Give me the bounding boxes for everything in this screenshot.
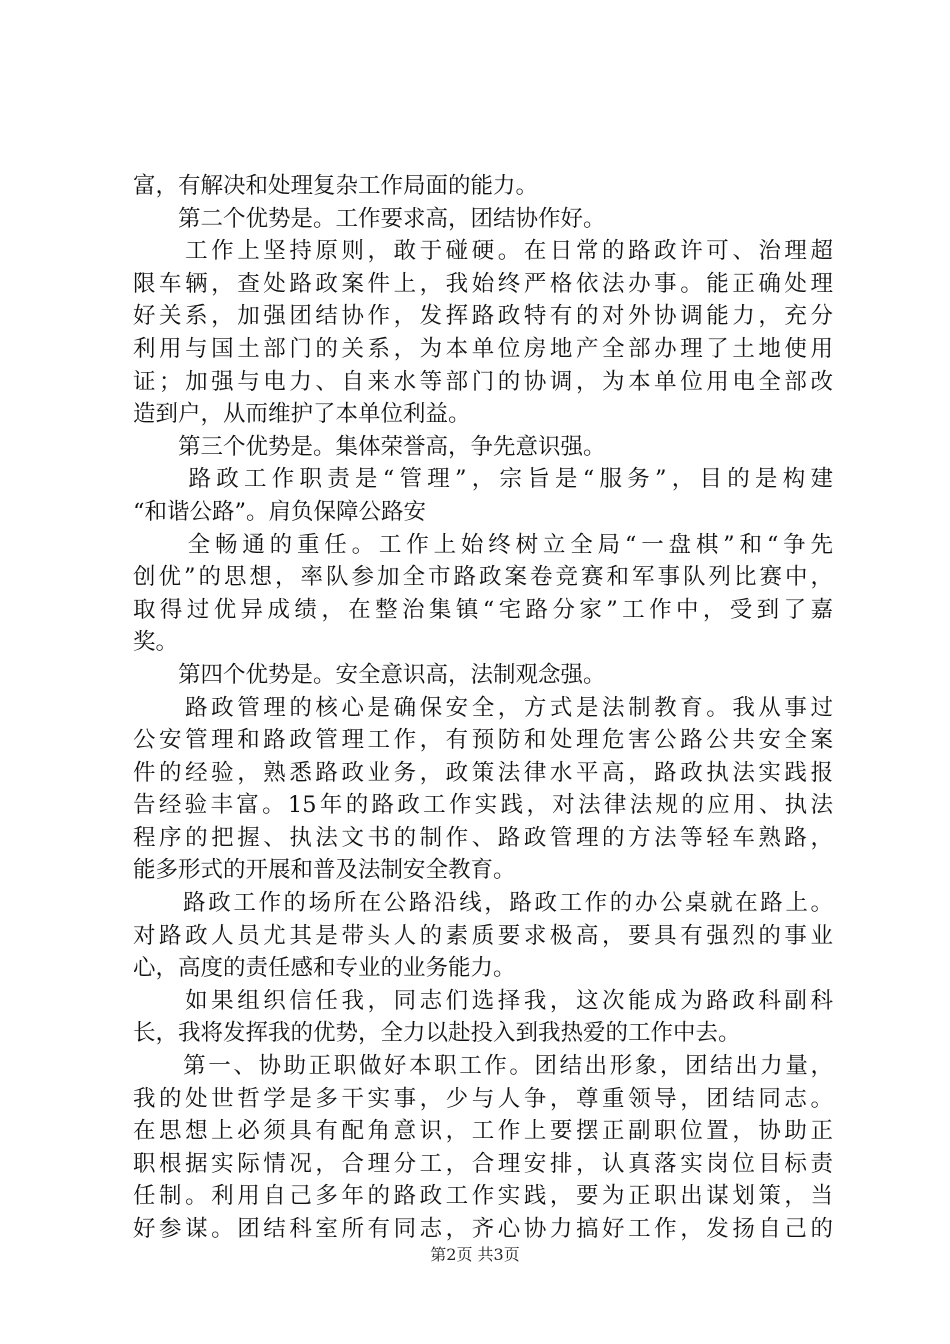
text-line: 创优”的思想，率队参加全市路政案卷竞赛和军事队列比赛中， (133, 564, 833, 591)
text-line: 工作上坚持原则，敢于碰硬。在日常的路政许可、治理超 (133, 238, 833, 265)
text-line: 好关系，加强团结协作，发挥路政特有的对外协调能力，充分 (133, 303, 833, 330)
text-line: 告经验丰富。15年的路政工作实践，对法律法规的应用、执法 (133, 792, 833, 819)
text-line: 程序的把握、执法文书的制作、路政管理的方法等轻车熟路， (133, 824, 833, 851)
text-line: “和谐公路”。肩负保障公路安 (133, 498, 427, 525)
text-line: 长，我将发挥我的优势，全力以赴投入到我热爱的工作中去。 (133, 1020, 741, 1047)
text-line: 在思想上必须具有配角意识，工作上要摆正副职位置，协助正 (133, 1118, 833, 1145)
text-line: 第二个优势是。工作要求高，团结协作好。 (133, 205, 606, 232)
text-line: 件的经验，熟悉路政业务，政策法律水平高，路政执法实践报 (133, 759, 833, 786)
body-text (133, 170, 833, 1246)
text-line: 任制。利用自己多年的路政工作实践，要为正职出谋划策，当 (133, 1183, 833, 1210)
text-line: 我的处世哲学是多干实事，少与人争，尊重领导，团结同志。 (133, 1085, 833, 1112)
text-line: 限车辆，查处路政案件上，我始终严格依法办事。能正确处理 (133, 270, 833, 297)
text-line: 第一、协助正职做好本职工作。团结出形象，团结出力量， (133, 1053, 833, 1080)
text-line: 全畅通的重任。工作上始终树立全局“一盘棋”和“争先 (133, 531, 833, 558)
text-line: 路政工作的场所在公路沿线，路政工作的办公桌就在路上。 (133, 890, 833, 917)
document-body (133, 170, 833, 1246)
text-line: 路政工作职责是“管理”，宗旨是“服务”，目的是构建 (133, 466, 833, 493)
text-line: 如果组织信任我，同志们选择我，这次能成为路政科副科 (133, 987, 833, 1014)
text-line: 利用与国土部门的关系，为本单位房地产全部办理了土地使用 (133, 335, 833, 362)
text-line: 奖。 (133, 629, 179, 656)
text-line: 证；加强与电力、自来水等部门的协调，为本单位用电全部改 (133, 368, 833, 395)
text-line: 路政管理的核心是确保安全，方式是法制教育。我从事过 (133, 694, 833, 721)
text-line: 取得过优异成绩，在整治集镇“宅路分家”工作中，受到了嘉 (133, 596, 833, 623)
page-footer (0, 1242, 950, 1265)
text-line: 第三个优势是。集体荣誉高，争先意识强。 (133, 433, 606, 460)
text-line: 第四个优势是。安全意识高，法制观念强。 (133, 661, 606, 688)
text-line: 富，有解决和处理复杂工作局面的能力。 (133, 173, 539, 199)
text-line: 心，高度的责任感和专业的业务能力。 (133, 955, 516, 982)
text-line: 造到户，从而维护了本单位利益。 (133, 401, 471, 428)
page-number: 第2页 共3页 (430, 1245, 520, 1264)
text-line: 能多形式的开展和普及法制安全教育。 (133, 857, 516, 884)
text-line: 对路政人员尤其是带头人的素质要求极高，要具有强烈的事业 (133, 922, 833, 949)
text-line: 职根据实际情况，合理分工，合理安排，认真落实岗位目标责 (133, 1150, 833, 1177)
text-line: 好参谋。团结科室所有同志，齐心协力搞好工作，发扬自己的 (133, 1216, 833, 1242)
text-line: 公安管理和路政管理工作，有预防和处理危害公路公共安全案 (133, 727, 833, 754)
